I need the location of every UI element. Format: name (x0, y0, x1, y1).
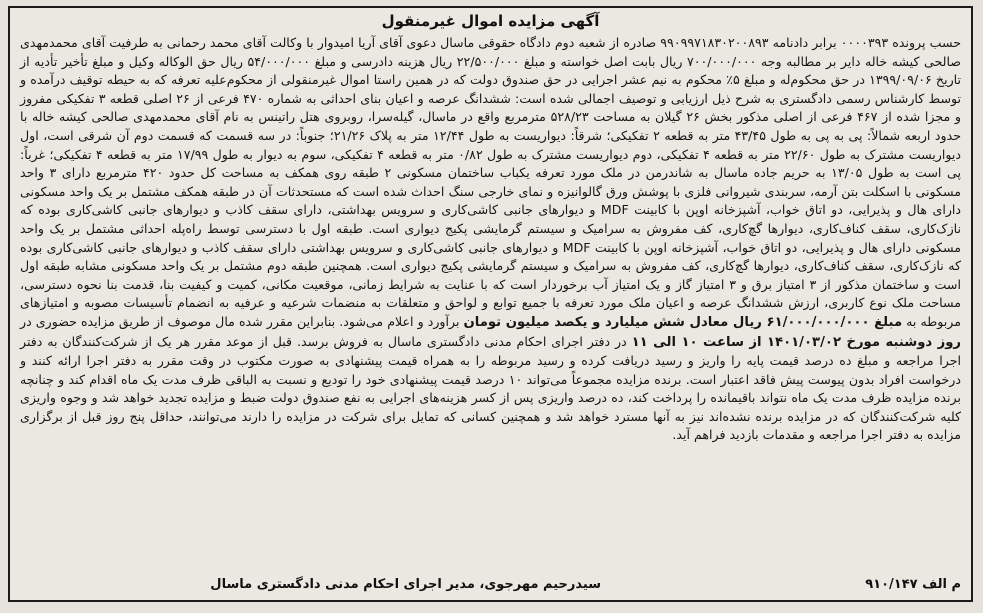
notice-bold-date: روز دوشنبه مورخ ۱۴۰۱/۰۳/۰۲ از ساعت ۱۰ الی ۱۱ (631, 334, 961, 350)
notice-body (20, 34, 961, 445)
notice-frame (8, 6, 973, 602)
notice-paragraph-1: حسب پرونده ۰۰۰۰۳۹۳ برابر دادنامه ۹۹۰۹۹۷۱۸۳۰۲۰۰۸۹۳ صادره از شعبه دوم دادگاه حقوقی ماسال دعوی آقای آریا امیدوار با وکالت آقای محمد رحمانی به طرفیت آقای محمدمهدی صالحی کیشه خاله دایر بر مطالبه وجه ۷۰۰/۰۰۰/۰۰۰ ریال بابت اصل خواسته و مبلغ ۲۲/۵۰۰/۰۰۰ ریال هزینه دادرسی و مبلغ ۵۴/۰۰۰/۰۰۰ ریال حق الوکاله وکیل و مبلغ تأخیر تأدیه از تاریخ ۱۳۹۹/۰۹/۰۶ در حق محکوم‌له و مبلغ ۵٪ محکوم به نیم عشر اجرایی در حق صندوق دولت که در همین راستا اموال غیرمنقولی از محکوم‌علیه تعرفه که به حیطه توقیف درآمده و توسط کارشناس رسمی دادگستری به شرح ذیل ارزیابی و توصیف اجمالی شده است: ششدانگ عرصه و اعیان بنای احداثی به شماره ۴۷۰ فرعی از ۲۶ اصلی قطعه ۳ تفکیکی مفروز و مجزا شده از ۴۶۷ فرعی از اصلی مذکور بخش ۲۶ گیلان به مساحت ۵۲۸/۲۳ مترمربع واقع در ماسال، گیله‌سرا، روبروی هتل راتینس به نام آقای محمدمهدی صالحی کیشه خاله با حدود اربعه شمالاً: پی به پی به طول ۴۳/۴۵ متر به قطعه ۲ تفکیکی؛ شرقاً: دیواریست به طول ۱۲/۴۴ متر به پلاک ۲۱/۲۶؛ جنوباً: در سه قسمت که قسمت دوم آن شرقی است، اول دیواریست مشترک به طول ۲۲/۶۰ متر به قطعه ۴ تفکیکی، دوم دیواریست مشترک به طول ۰/۸۲ متر به قطعه ۴ تفکیکی، سوم به دیوار به طول ۱۷/۹۹ متر به قطعه ۴ تفکیکی؛ غرباً: پی است به طول ۱۳/۰۵ به حریم جاده ماسال به شاندرمن در ملک مورد تعرفه یکباب ساختمان مسکونی ۲ طبقه روی همکف به مساحت کل حدود ۴۲۰ مترمربع دارای ۳ واحد مسکونی با اسکلت بتن آرمه، سربندی شیروانی فلزی با پوشش ورق گالوانیزه و نمای خارجی سنگ احداث شده است که مستحدثات آن در طبقه همکف مشتمل بر یک واحد مسکونی دارای هال و پذیرایی، دو اتاق خواب، آشپزخانه اوپن با کابینت MDF و دیوارهای جانبی کاشی‌کاری و سرویس بهداشتی، دارای سقف کاذب و دیوارهای جانبی کاشی‌کاری بوده که نازک‌کاری، سقف کناف‌کاری، دیوارها گچ‌کاری، کف مفروش به سرامیک و سیستم گرمایشی پکیج دیواری است. طبقه اول با دسترسی توسط راه‌پله احداثی مشتمل بر یک واحد مسکونی دارای هال و پذیرایی، دو اتاق خواب، آشپزخانه اوپن با کابینت MDF و دیوارهای جانبی کاشی‌کاری و سرویس بهداشتی دارای سقف کاذب و دیوارهای جانبی کاشی‌کاری بوده که نازک‌کاری، سقف کناف‌کاری، دیوارها گچ‌کاری، کف مفروش به سرامیک و سیستم گرمایشی پکیج دیواری است. همچنین طبقه دوم مشتمل بر یک واحد مسکونی مشابه طبقه اول است و ساختمان مذکور از ۳ امتیاز برق و ۳ امتیاز گاز و یک امتیاز آب برخوردار است که با عنایت به شرایط زمانی، موقعیت مکانی، کمیت و کیفیت بنا، قدمت بنا نحوه دسترسی، مساحت ملک نوع کاربری، ارزش ششدانگ عرصه و اعیان ملک مورد تعرفه با جمیع توابع و لواحق و متعلقات به منضمات شرعیه و عرفیه به انضمام تأسیسات مصوبه و امتیازهای مربوطه به (20, 35, 962, 329)
notice-paragraph-3: در دفتر اجرای احکام مدنی دادگستری ماسال به فروش برسد. قبل از موعد مقرر هر یک از شرکت‌کنندگان به دفتر اجرا مراجعه و مبلغ ده درصد قیمت پایه را واریز و رسید دریافت کرده و رسید مربوطه را به همراه قیمت پیشنهادی به صورت مکتوب در وقت مقرر به دفتر اجرا ارائه کنند و درخواست افراد بدون پیوست پیش فاقد اعتبار است. برنده مزایده مجموعاً می‌تواند ۱۰ درصد قیمت پیشنهادی خود را تودیع و نسبت به الباقی ظرف مدت یک ماه اقدام کند و چنانچه برنده مزایده ظرف مدت یک ماه نتواند باقیمانده را پرداخت کند، ده درصد واریزی پس از کسر هزینه‌های اجرایی به نفع صندوق دولت ضبط و مزایده تجدید خواهد شد و وجوه واریزی کلیه شرکت‌کنندگان که در مزایده برنده نشده‌اند نیز به آنها مسترد خواهد شد و همچنین کسانی که تمایل برای شرکت در مزایده را دارند می‌توانند، حداقل پنج روز قبل از برگزاری مزایده به دفتر اجرا مراجعه و مقدمات بازدید فراهم آید. (20, 333, 961, 443)
notice-signature: سیدرحیم مهرجوی، مدیر اجرای احکام مدنی دادگستری ماسال (210, 577, 601, 592)
notice-code: م الف ۹۱۰/۱۴۷ (865, 577, 961, 592)
notice-paragraph-2: برآورد و اعلام می‌شود. بنابراین مقرر شده مال موصوف از طریق مزایده حضوری در (20, 313, 460, 329)
notice-bold-amount: مبلغ ۶۱/۰۰۰/۰۰۰/۰۰۰ ریال معادل شش میلیارد و یکصد میلیون تومان (463, 314, 903, 330)
notice-title: آگهی مزایده اموال غیرمنقول (381, 12, 600, 30)
